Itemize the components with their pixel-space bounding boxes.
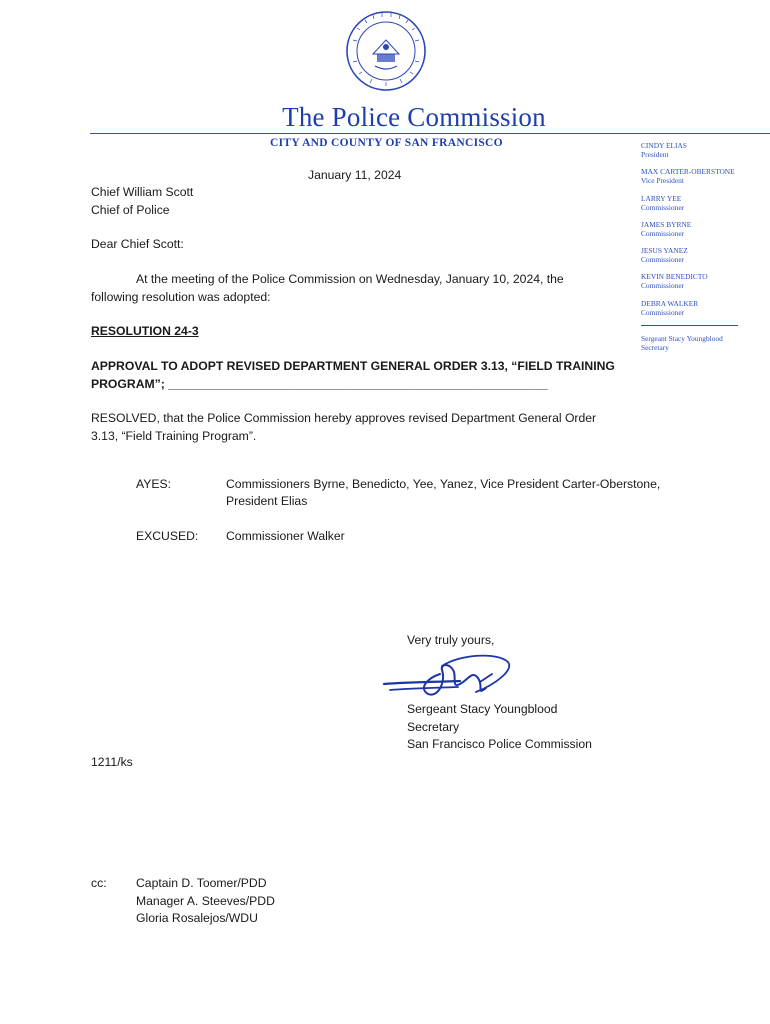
cc-recipient: Manager A. Steeves/PDD	[136, 894, 275, 908]
resolution-title: APPROVAL TO ADOPT REVISED DEPARTMENT GENERAL ORDER 3.13, “FIELD TRAINING	[91, 359, 615, 373]
roster-member-role: Commissioner	[641, 308, 685, 317]
roster-member	[641, 272, 708, 290]
roster-member	[641, 246, 688, 264]
roster-member-name: CINDY ELIAS	[641, 141, 687, 150]
roster-secretary	[641, 334, 723, 352]
signer-title: Secretary	[407, 720, 460, 734]
roster-member-role: Commissioner	[641, 281, 685, 290]
roster-secretary-name: Sergeant Stacy Youngblood	[641, 334, 723, 343]
cc-label: cc:	[91, 876, 107, 890]
header-divider	[90, 133, 770, 134]
recipient-name: Chief William Scott	[91, 185, 194, 199]
signer-organization: San Francisco Police Commission	[407, 737, 592, 751]
roster-secretary-role: Secretary	[641, 343, 669, 352]
signer-name: Sergeant Stacy Youngblood	[407, 702, 558, 716]
ayes-value: President Elias	[226, 494, 308, 508]
roster-member-role: Vice President	[641, 176, 684, 185]
reference-initials: 1211/ks	[91, 755, 133, 769]
roster-member	[641, 194, 684, 212]
resolved-paragraph: RESOLVED, that the Police Commission hereby approves revised Department General Order	[91, 411, 597, 425]
cc-recipient: Captain D. Toomer/PDD	[136, 876, 267, 890]
roster-member-name: DEBRA WALKER	[641, 299, 699, 308]
roster-member-name: LARRY YEE	[641, 194, 682, 203]
intro-paragraph: following resolution was adopted:	[91, 290, 271, 304]
resolution-title: PROGRAM”; ________________________________________________________	[91, 377, 548, 391]
roster-member-name: KEVIN BENEDICTO	[641, 272, 708, 281]
roster-divider	[641, 325, 738, 326]
city-seal-logo	[345, 10, 427, 92]
resolved-paragraph: 3.13, “Field Training Program”.	[91, 429, 257, 443]
page-subtitle: CITY AND COUNTY OF SAN FRANCISCO	[270, 137, 503, 149]
excused-value: Commissioner Walker	[226, 529, 345, 543]
roster-member-role: Commissioner	[641, 203, 685, 212]
roster-member-name: JESUS YANEZ	[641, 246, 688, 255]
handwritten-signature	[380, 652, 515, 700]
roster-member	[641, 141, 687, 159]
roster-member-role: Commissioner	[641, 255, 685, 264]
resolution-number: RESOLUTION 24-3	[91, 324, 199, 338]
ayes-value: Commissioners Byrne, Benedicto, Yee, Yanez, Vice President Carter-Oberstone,	[226, 477, 661, 491]
letter-date: January 11, 2024	[308, 168, 402, 182]
roster-member	[641, 299, 698, 317]
roster-member-role: Commissioner	[641, 229, 685, 238]
roster-member-name: MAX CARTER-OBERSTONE	[641, 167, 735, 176]
closing: Very truly yours,	[407, 633, 495, 647]
cc-recipient: Gloria Rosalejos/WDU	[136, 911, 258, 925]
salutation: Dear Chief Scott:	[91, 237, 184, 251]
excused-label: EXCUSED:	[136, 529, 199, 543]
page-title: The Police Commission	[282, 102, 546, 132]
recipient-title: Chief of Police	[91, 203, 170, 217]
roster-member-name: JAMES BYRNE	[641, 220, 692, 229]
ayes-label: AYES:	[136, 477, 171, 491]
roster-member	[641, 220, 691, 238]
roster-member-role: President	[641, 150, 669, 159]
roster-member	[641, 167, 735, 185]
intro-paragraph: At the meeting of the Police Commission on Wednesday, January 10, 2024, the	[136, 272, 564, 286]
